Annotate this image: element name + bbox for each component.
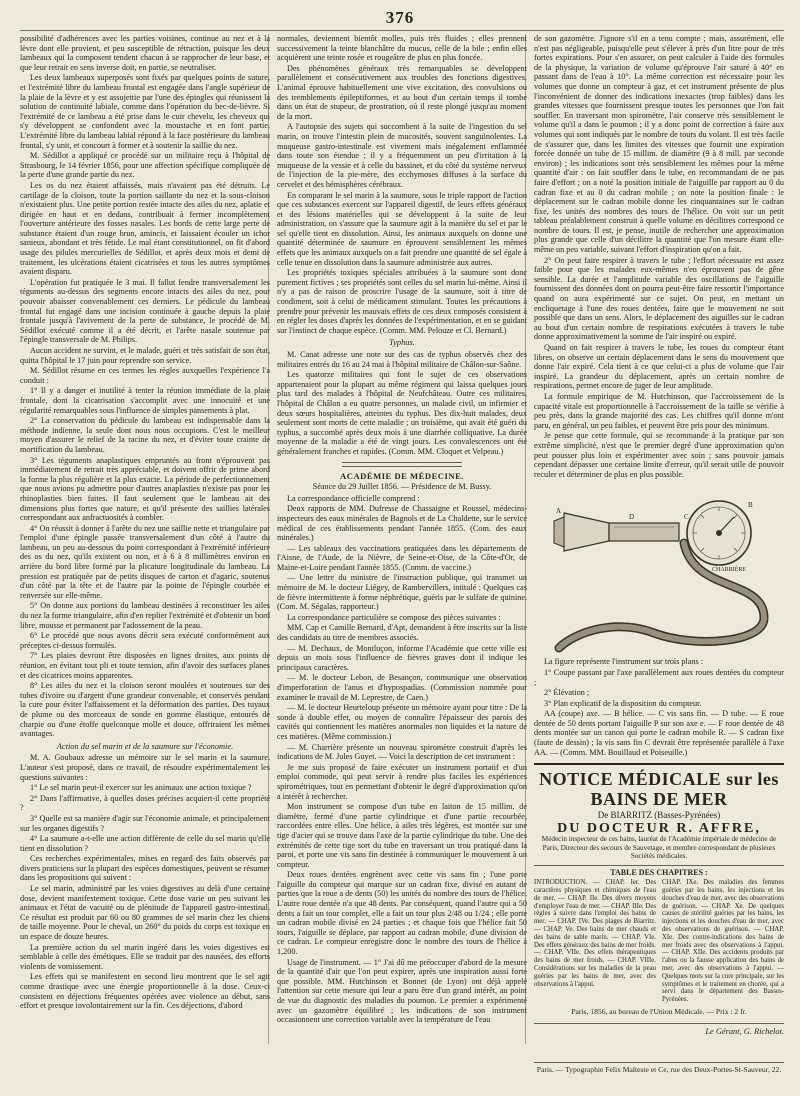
paragraph: Je pense que cette formule, qui se recommande à la pratique par son extrême simplicité, n'est que le premier degré d'une approximation qu'on peut pousser plus loin et expérimenter avec soin ; sans pouvoir jamais cependant dépasser une certaine limite d'erreur, qu'il serait utile de pouvoir reculer et déterminer de plus en plus possible. xyxy=(534,431,784,479)
paragraph: M. Canat adresse une note sur des cas de typhus observés chez des militaires entrés du 16 au 24 mai à l'hôpital militaire de Châlon-sur-Saône. xyxy=(277,350,527,369)
paragraph: 2° Élévation ; xyxy=(544,688,590,698)
svg-text:D: D xyxy=(629,513,635,522)
paragraph: — Une lettre du ministre de l'instruction publique, qui transmet un mémoire de M. le docteur Liégey, de Rambervillers, intitulé : Quelques cas de fièvre intermittente à forme néphrétique, guéris par le sulfate de quinine. (Com. M. Ségalas, rapporteur.) xyxy=(277,573,527,612)
paragraph: M. A. Goubaux adresse un mémoire sur le sel marin et la saumure. L'auteur s'est proposé, dans ce travail, de résoudre expérimentalement les questions suivantes : xyxy=(20,753,270,782)
gerant-signature: Le Gérant, G. Richelot. xyxy=(534,1023,784,1037)
paragraph: Les propriétés toxiques spéciales attribuées à la saumure sont donc purement fictives ; ses propriétés sont celles du sel marin lui-même. Ainsi il n'y a pas de raison de proscrire l'usage de la saumure, soit à titre de condiment, soit à celui de médicament stimulant. Toutes les précautions à prendre pour prévenir les mauvais effets de ces deux composés consistent à en régler les doses d'après les données de l'expérimentation, et en se guidant sur l'instinct de chaque espèce. (Comm. MM. Pelouze et Cl. Bernard.) xyxy=(277,268,527,335)
paragraph: 2° La conservation du pédicule du lambeau est indispensable dans la méthode indienne, la seule dont nous nous occupions. C'est le meilleur moyen d'assurer le relief de la racine du nez, et d'éviter toute crainte de mortification du lambeau. xyxy=(20,416,270,454)
toc-right: CHAP. IXe. Des maladies des femmes guéries par les bains, les injections et les douches d'eau de mer, avec des observations de guérison. — CHAP. Xe. De quelques causes de stérilité guéries par les bains, les injections et les douches d'eau de mer, avec des observations de guérison. — CHAP. XIe. Des contre-indications des bains de mer froids avec des observations à l'appui. — CHAP. XIIe. Des accidents produits par l'abus ou la fausse application des bains de mer, avec des observations à l'appui. — Quelques mots sur la cure principale, sur les symptômes et le traitement en chorée, qui a servi dans le département des Basses-Pyrénées. xyxy=(662,879,784,1004)
header-rule xyxy=(20,30,784,31)
paragraph: 3° Les téguments anaplastiques empruntés au front n'éprouvent pas immédiatement de retrait très appréciable, et doivent offrir de prime abord la forme la plus régulière et la plus exacte. La période de perfectionnement que nous avions pu admettre pour d'autres anaplasties n'existe pas pour les rhinoplasties bien faites. Il faut seulement que le lambeau ait des dimensions plus fortes que nature, et qu'il présente des saillies latérales correspondant aux anfractuosités à combler. xyxy=(20,455,270,523)
paragraph: — M. Dechaux, de Montluçon, informe l'Académie que cette ville est depuis un mois sous l'influence de fièvres graves dont il indique les principaux caractères. xyxy=(277,643,527,672)
paragraph: — M. le docteur Heurteloup présente un mémoire ayant pour titre : De la sonde à double effet, ou moyen de connaître l'épaisseur des parois des cavités qui contiennent les matières anormales non liquides et la nature de ces matières. (Même commission.) xyxy=(277,703,527,741)
notice-title: NOTICE MÉDICALE sur les BAINS DE MER xyxy=(539,769,779,810)
paragraph: Les deux lambeaux superposés sont fixés par quelques points de suture, et l'extrémité libre du lambeau frontal est engagée dans l'angle supérieur de la plaie de la lèvre et y est assujettie par l'une des épingles qui réunissent la solution de continuité labiale, comme dans l'opération du bec-de-lièvre. Si l'extrémité de ce lambeau a été prise dans le cuir chevelu, les cheveux qui s'y développent se confondent avec la moustache et en font partie. L'extrémité libre du lambeau labial répond à la face postérieure du lambeau frontal, s'y unit, et concourt à former et à soutenir la saillie du nez. xyxy=(20,73,270,150)
paragraph: La correspondance officielle comprend : xyxy=(287,493,420,503)
paragraph: MM. Cap et Camille Bernard, d'Apt, demandent à être inscrits sur la liste des candidats au titre de membres associés. xyxy=(277,623,527,643)
toc-title: TABLE DES CHAPITRES : xyxy=(534,865,784,878)
paragraph: Usage de l'instrument. — 1° J'ai dû me préoccuper d'abord de la mesure de la quantité d'air que l'on peut expirer, après une inspiration aussi forte que possible. MM. Hutchinson et Bonnet (de Lyon) ont déjà appelé l'attention sur cette mesure qui leur a paru être d'un grand intérêt, au point de vue du diagnostic des maladies du poumon. Le premier a expérimenté avec un gazomètre équilibré ; les indications de son instrument occasionnent une correction variable avec la température de l'eau xyxy=(277,957,527,1025)
figure-maker-label: CHARRIÈRE xyxy=(712,567,747,574)
paragraph: 4° La saumure a-t-elle une action différente de celle du sel marin qu'elle tient en dissolution ? xyxy=(20,834,270,853)
paragraph: possibilité d'adhérences avec les parties voisines, continue au nez et à la lèvre dont elle provient, et peu susceptible de rétraction, puisque les deux lambeaux qui la composent tendent chacun à se rapprocher de leur base, et que leur retrait en sens inverse doit, en partie, se neutraliser. xyxy=(20,34,270,72)
paragraph: — M. Charrière présente un nouveau spiromètre construit d'après les indications de M. Jules Guyet. — Voici la description de cet instrument : xyxy=(277,742,527,762)
column-1 xyxy=(20,34,270,1044)
svg-text:A: A xyxy=(556,507,562,516)
notice-price: Paris, 1856, au bureau de l'Union Médicale. — Prix : 2 fr. xyxy=(571,1007,747,1016)
section-heading: Action du sel marin et de la saumure sur l'économie. xyxy=(56,741,234,751)
svg-text:C: C xyxy=(684,513,689,522)
paragraph: de son gazomètre. J'ignore s'il en a tenu compte ; mais, assurément, elle n'est pas négligeable, puisqu'elle peut s'élever à près d'un litre pour de très fortes expirations. Pour s'en assurer, on peut calculer à l'aide des formules de la physique, la variation de volume qu'éprouve l'air saturé à 40° en passant dans de l'eau à 10°. La même correction est nécessaire pour les volumes que donne un compteur à gaz, et cet instrument présente de plus l'inconvénient de donner des indications inexactes (trop faibles) dans les grandes vitesses que fournissent presque toutes les personnes que l'on fait souffler. En traversant mon spiromètre, l'air conserve très sensiblement le volume qu'il a dans le poumon ; il y a donc point de correction à faire aux volumes qui sont indiqués par le nombre de tours du volant. Il est très facile de s'assurer que, dans les limites des vitesses que fournit une expiration forcée donnée un tube de 15 millim. de diamètre (9 à 8 mill. par seconde environ) ; les indications sont très sensiblement les mêmes pour la même quantité d'air : on fait souffler dans le tube, en recommandant de ne pas faire d'effort ; on a noté la position initiale de l'aiguille par rapport au 0 du cadran fixe et au 0 du cadran mobile ; on note la position finale : le déplacement sur le cadran mobile donne les cinquantaines sur le cadran fixe, les unités des nombres des tours de l'hélice. On voit sur un petit tableau préalablement construit à quelle volume en décilitres correspond ce nombre de tours. Il est, je pense, inutile de rechercher une approximation plus grande que celle d'un décilitre la quantité que l'on mesure étant elle-même un peu variable, suivant l'effort d'inspiration qu'on a fait. xyxy=(534,34,784,255)
paragraph: A l'autopsie des sujets qui succombent à la suite de l'ingestion du sel marin, on trouve l'intestin plein de mucosités, souvent sanguinolentes. La muqueuse gastro-intestinale est vivement mais inégalement enflammée dans toute son étendue ; il y a fréquemment un peu d'irritation à la muqueuse de la vessie et à celle du bassinet, et du côté du système nerveux de l'injection de la pie-mère, des ecchymoses diffuses à la surface du cervelet et des hémisphères cérébraux. xyxy=(277,122,527,189)
printer-imprint: Paris. — Typographie Felix Malteste et Ce, rue des Deux-Portes-St-Sauveur, 22. xyxy=(534,1062,784,1074)
paragraph: Deux rapports de MM. Dufresse de Chassaigne et Roussel, médecins-inspecteurs des eaux minérales de Bagnols et de La Chaldette, sur le service médical de ces établissements pendant l'année 1855. (Com. des eaux minérales.) xyxy=(277,504,527,543)
paragraph: Quand on fait respirer à travers le tube, les roues du compteur étant libres, on observe un certain déplacement dans le sens du mouvement que donne l'air expiré. Cela tient à ce que celui-ci a plus de volume que l'air inspiré. La grandeur du déplacement, après un certain nombre de respirations, permet encore de juger de leur amplitude. xyxy=(534,343,784,391)
paragraph: Les quatorze militaires qui font le sujet de ces observations appartenaient pour la plupart au même régiment qui laissa quelques jours plus tard des malades à l'hôpital de Neufchâteau. Outre ces militaires, l'hôpital de Châlon a eu quatre personnes, un malade civil, un infirmier et deux sœurs hospitalières, atteintes du typhus. Des dix-huit malades, deux seulement sont morts de cette maladie ; un troisième, qui avait été guéri du typhus, a succombé après deux mois à une diarrhée colliquative. La durée moyenne de la maladie a été de vingt jours. Les convalescences ont été généralement franches et rapides. (Comm. MM. Cloquet et Velpeau.) xyxy=(277,370,527,456)
paragraph: En comparant le sel marin à la saumure, sous le triple rapport de l'action que ces substances exercent sur l'appareil digestif, de leurs effets généraux et des lésions matérielles qui se développent à la suite de leur administration, on s'assure que la saumure agit à la manière du sel et par le sel qu'elle tient en dissolution. Ainsi, les animaux auxquels on donne une quantité déterminée de saumure en éprouvent sensiblement les mêmes effets que les animaux auxquels on a fait prendre une quantité de sel égale à celle tenue en dissolution dans la saumure administrée aux autres. xyxy=(277,190,527,267)
table-of-contents xyxy=(534,879,784,1004)
paragraph: 1° Le sel marin peut-il exercer sur les animaux une action toxique ? xyxy=(30,783,252,793)
paragraph: Aucun accident ne survint, et le malade, guéri et très satisfait de son état, quitta l'hôpital le 17 juin pour reprendre son service. xyxy=(20,346,270,365)
paragraph: — M. le docteur Lebon, de Besançon, communique une observation d'imperforation de l'anus et d'hypospadias. (Commission nommée pour examiner le travail de M. Leprestre, de Caen.) xyxy=(277,673,527,702)
paragraph: L'opération fut pratiquée le 3 mai. Il fallut fendre transversalement les téguments au-dessus des segments encore intacts des ailes du nez, pour pouvoir abaisser convenablement ces derniers. Le pédicule du lambeau frontal fut engagé dans une incision continuée à gauche depuis la plaie frontale jusqu'à l'avivement de la perte de substance, le procédé de M. Sédillot exécuté comme il a été décrit, et l'arête nasale soutenue par l'épingle transversale de M. Philips. xyxy=(20,277,270,345)
paragraph: La formule empirique de M. Hutchinson, que l'accroissement de la capacité vitale est proportionnelle à l'accroissement de la taille se vérifie à peu près, dans la grande majorité des cas. Les chiffres qu'il donne m'ont paru, en général, un peu faibles, et peuvent être pris pour des minimum. xyxy=(534,391,784,430)
section-heading: Typhus. xyxy=(389,338,415,348)
toc-left: INTRODUCTION. — CHAP. Ier. Des caractères physiques et chimiques de l'eau de mer. — CHAP. IIe. Des divers moyens d'employer l'eau de mer. — CHAP. IIIe. Des règles à suivre dans l'emploi des bains de mer. — CHAP. IVe. Des plages de Biarritz. — CHAP. Ve. Des bains de mer chauds et des bains de sable marin. — CHAP. VIe. Des effets généraux des bains de mer froids. — CHAP. VIIe. Des effets thérapeutiques des bains de mer froids. — CHAP. VIIIe. Considérations sur les maladies de la peau guéries par les bains de mer, avec des observations à l'appui. xyxy=(534,879,656,988)
notice-advertisement xyxy=(534,763,784,1016)
paragraph: La correspondance particulière se compose des pièces suivantes : xyxy=(287,612,501,622)
paragraph: Des phénomènes généraux très remarquables se développent parallèlement et consécutivement aux troubles des fonctions digestives. L'animal éprouve habituellement une vive excitation, des convulsions ou des tremblements épileptiformes, et au bout d'un certain temps il tombe dans un état de stupeur, de prostration, où il reste plongé jusqu'au moment de la mort. xyxy=(277,63,527,121)
column-2 xyxy=(277,34,527,1044)
ornament-rule xyxy=(277,460,527,466)
paragraph: 1° Il y a danger et inutilité à tenter la réunion immédiate de la plaie frontale, dont la cicatrisation s'accomplit avec une innocuité et une régularité remarquables sous l'influence de simples pansements à plat. xyxy=(20,386,270,415)
paragraph: 3° Quelle est sa manière d'agir sur l'économie animale, et principalement sur les organes digestifs ? xyxy=(20,813,270,833)
paragraph: 3° Plan explicatif de la disposition du compteur. xyxy=(544,698,702,708)
paragraph: M. Sédillot a appliqué ce procédé sur un militaire reçu à l'hôpital de Strasbourg, le 14 février 1856, pour une affection spécifique compliquée de la perte d'une grande partie du nez. xyxy=(20,151,270,180)
paragraph: 2° Dans l'affirmative, à quelles doses précises acquiert-il cette propriété ? xyxy=(20,793,270,813)
paragraph: La figure représente l'instrument sur trois plans : xyxy=(544,657,704,667)
paragraph: Deux roues dentées engrènent avec cette vis sans fin ; l'une porte l'aiguille du compteur qui marque sur un cadran fixe, divisé en autant de parties que la roue a de dents (50) les unités du nombre des tours de l'hélice. L'autre roue dentée n'a que 48 dents. Par conséquent, quand l'autre qui a 50 dents a fait un tour complet, elle a fait un tour plus 2/48 ou 1/24 ; elle porte un cadran mobile divisé en 24 parties ; et chaque fois que l'hélice fait 50 tours, l'aiguille se déplace, par rapport au cadran mobile, d'une division de ce cadran. Le compteur enregistre donc le nombre des tours de l'hélice à 1,200. xyxy=(277,870,527,957)
academy-title: ACADÉMIE DE MÉDECINE. xyxy=(340,470,464,481)
paragraph: 4° On réussit à donner à l'arête du nez une saillie nette et triangulaire par l'emploi d'une épingle passée transversalement d'un côté à l'autre du lambeau, un peu au-dessous du point correspondant à l'extrémité inférieure des os du nez, qu'ils existent ou non, et à 6 à 8 millimètres environ en arrière du bord libre formé par la plicature longitudinale du lambeau. La pression est pratiquée par de petits disques de carton et d'agaric, soutenus d'un côté par la tête et de l'autre par la pointe de l'épingle courbée et renversée sur elle-même. xyxy=(20,523,270,600)
svg-text:B: B xyxy=(748,501,753,510)
paragraph: Mon instrument se compose d'un tube en laiton de 15 millim. de diamètre, fermé d'une partie cylindrique et d'une partie recourbée, raccordées entre elles. Une hélice, à ailes très légères, est montée sur une tige d'acier qui se trouve dans l'axe de la partie cylindrique du tube. Une des extrémités de cette tige sort du tube en traversant un trou pratiqué dans la paroi, et porte une vis sans fin destinée à communiquer le mouvement à un compteur. xyxy=(277,802,527,869)
paragraph: Ces recherches expérimentales, mises en regard des faits observés par divers praticiens sur la plupart des espèces domestiques, peuvent se résumer dans les propositions qui suivent : xyxy=(20,854,270,883)
paragraph: M. Sédillot résume en ces termes les règles auxquelles l'expérience l'a conduit : xyxy=(20,366,270,385)
page-number: 376 xyxy=(385,8,415,27)
paragraph: 8° Les ailes du nez et la cloison seront moulées et soutenues sur des tubes d'ivoire ou d'argent d'une grandeur convenable, et conservés pendant la cure pour éviter l'affaissement et la déformation des parties. Des tuyaux de plume ou des morceaux de sonde en gomme élastique, entourés de charpie ou d'une étoffe quelconque molle et douce, offriraient les mêmes avantages. xyxy=(20,681,270,739)
paragraph: 5° On donne aux portions du lambeau destinées à reconstituer les ailes du nez la forme triangulaire, afin d'en replier l'extrémité et d'obtenir un bord libre, mousse et permanent par l'adossement de la peau. xyxy=(20,601,270,630)
notice-author: DU DOCTEUR R. AFFRE, xyxy=(557,820,761,836)
paragraph: Les effets qui se manifestent en second lieu montrent que le sel agit comme drastique avec une énergie proportionnelle à la dose. Ceux-ci consistent en déjections fréquentes opérées avec violence au début, sans effort et presque involontairement sur la fin. Ces déjections, d'abord xyxy=(20,972,270,1011)
column-3 xyxy=(534,34,784,1044)
paragraph: 2° On peut faire respirer à travers le tube ; l'effort nécessaire est assez faible pour que les malades eux-mêmes n'en éprouvent pas de gêne sensible. La durée et l'amplitude variable des oscillations de l'aiguille fournissent des données dont on pourra peut-être faire ressortir l'importance quand on aura expérimenté sur ce sujet. On peut, en mettant un encliquetage à l'une des roues dentées, faire que le mouvement ne soit possible que dans un sens. Alors, le déplacement des aiguilles sur le cadran au bout d'un certain nombre de respirations exécutées à travers le tube donne approximativement la somme de l'air inspiré ou expiré. xyxy=(534,255,784,342)
paragraph: 1° Coupe passant par l'axe parallèlement aux roues dentées du compteur ; xyxy=(534,667,784,687)
paragraph: — Les tableaux des vaccinations pratiquées dans les départements de l'Aisne, de l'Aude, de la Nièvre, de Seine-et-Oise, de la Côte-d'Or, de Maine-et-Loire pendant l'année 1855. (Comm. de vaccine.) xyxy=(277,543,527,572)
session-line: Séance du 29 Juillet 1856. — Présidence de M. Bussy. xyxy=(312,482,492,492)
paragraph: La première action du sel marin ingéré dans les voies digestives est semblable à celle des émétiques. Elle se traduit par des nausées, des efforts violents de vomissement. xyxy=(20,942,270,971)
paragraph: 7° Les plaies devront être disposées en lignes droites, aux points de réunion, en évitant tout pli et toute tension, afin d'avoir des surfaces planes et des cicatrices moins apparentes. xyxy=(20,651,270,680)
notice-subtitle: De BIARRITZ (Basses-Pyrénées) xyxy=(597,810,721,821)
paragraph: 6° Le procédé que nous avons décrit sera exécuté conformément aux préceptes ci-dessus formulés. xyxy=(20,631,270,650)
spirometer-figure xyxy=(534,483,784,653)
paragraph: normales, deviennent bientôt molles, puis très fluides ; elles prennent successivement la teinte blanchâtre du mucus, celle de la bile ; enfin elles acquièrent une teinte rosée et rougeâtre de plus en plus foncée. xyxy=(277,34,527,63)
paragraph: Le sel marin, administré par les voies digestives au delà d'une certaine dose, devient manifestement toxique. Cette dose varie un peu suivant les animaux et l'état de vacuité ou de plénitude de l'appareil gastro-intestinal. Ce résultat est produit par 60 ou 80 grammes de sel marin chez les chiens de taille moyenne. Pour le cheval, un 260° du poids du corps est toxique en un espace de douze heures. xyxy=(20,884,270,942)
notice-description: Médecin inspecteur de ces bains, lauréat de l'Académie impériale de médecine de Paris, Directeur des secours de Sauvetage, et membre correspondant de plusieurs Sociétés médicales. xyxy=(541,835,777,861)
paragraph: Les os du nez étaient affaissés, mais n'avaient pas été détruits. Le cartilage de la cloison, toute la portion saillante du nez et la sous-cloison n'existaient plus. Une petite portion restée intacte des ailes du nez, aplatie et dirigée en haut et en dedans, contribuait à fermer incomplètement l'ouverture antérieure des fosses nasales. Les bords de cette large perte de substance étaient d'un rouge brun, amincis, et laissaient écouler un ichor sanieux, abondant et très fétide. Le mal étant constitutionnel, on fit d'abord usage des pilules mercurielles de Sédillot, et après deux mois et demi de traitement, les ulcérations étaient cicatrisées et tous les autres symptômes avaient disparu. xyxy=(20,180,270,277)
paragraph: Je me suis proposé de faire exécuter un instrument portatif et d'un emploi commode, qui peut servir à rendre plus faciles les expériences spirométriques, tout en permettant d'obtenir le degré d'approximation qu'on a intérêt à rechercher. xyxy=(277,762,527,801)
spirometer-illustration xyxy=(534,483,784,653)
paragraph: AA (coupe) axe. — B hélice. — C vis sans fin. — D tube. — E roue dentée de 50 dents portant l'aiguille P sur son axe e. — F roue dentée de 48 dents montée sur un canon qui porte le cadran mobile R. — S cadran fixe (faute de dessin) ; la vis sans fin C devrait être représentée parallèle à l'axe AA. — (Comm. MM. Bouillaud et Poiseuille.) xyxy=(534,709,784,757)
